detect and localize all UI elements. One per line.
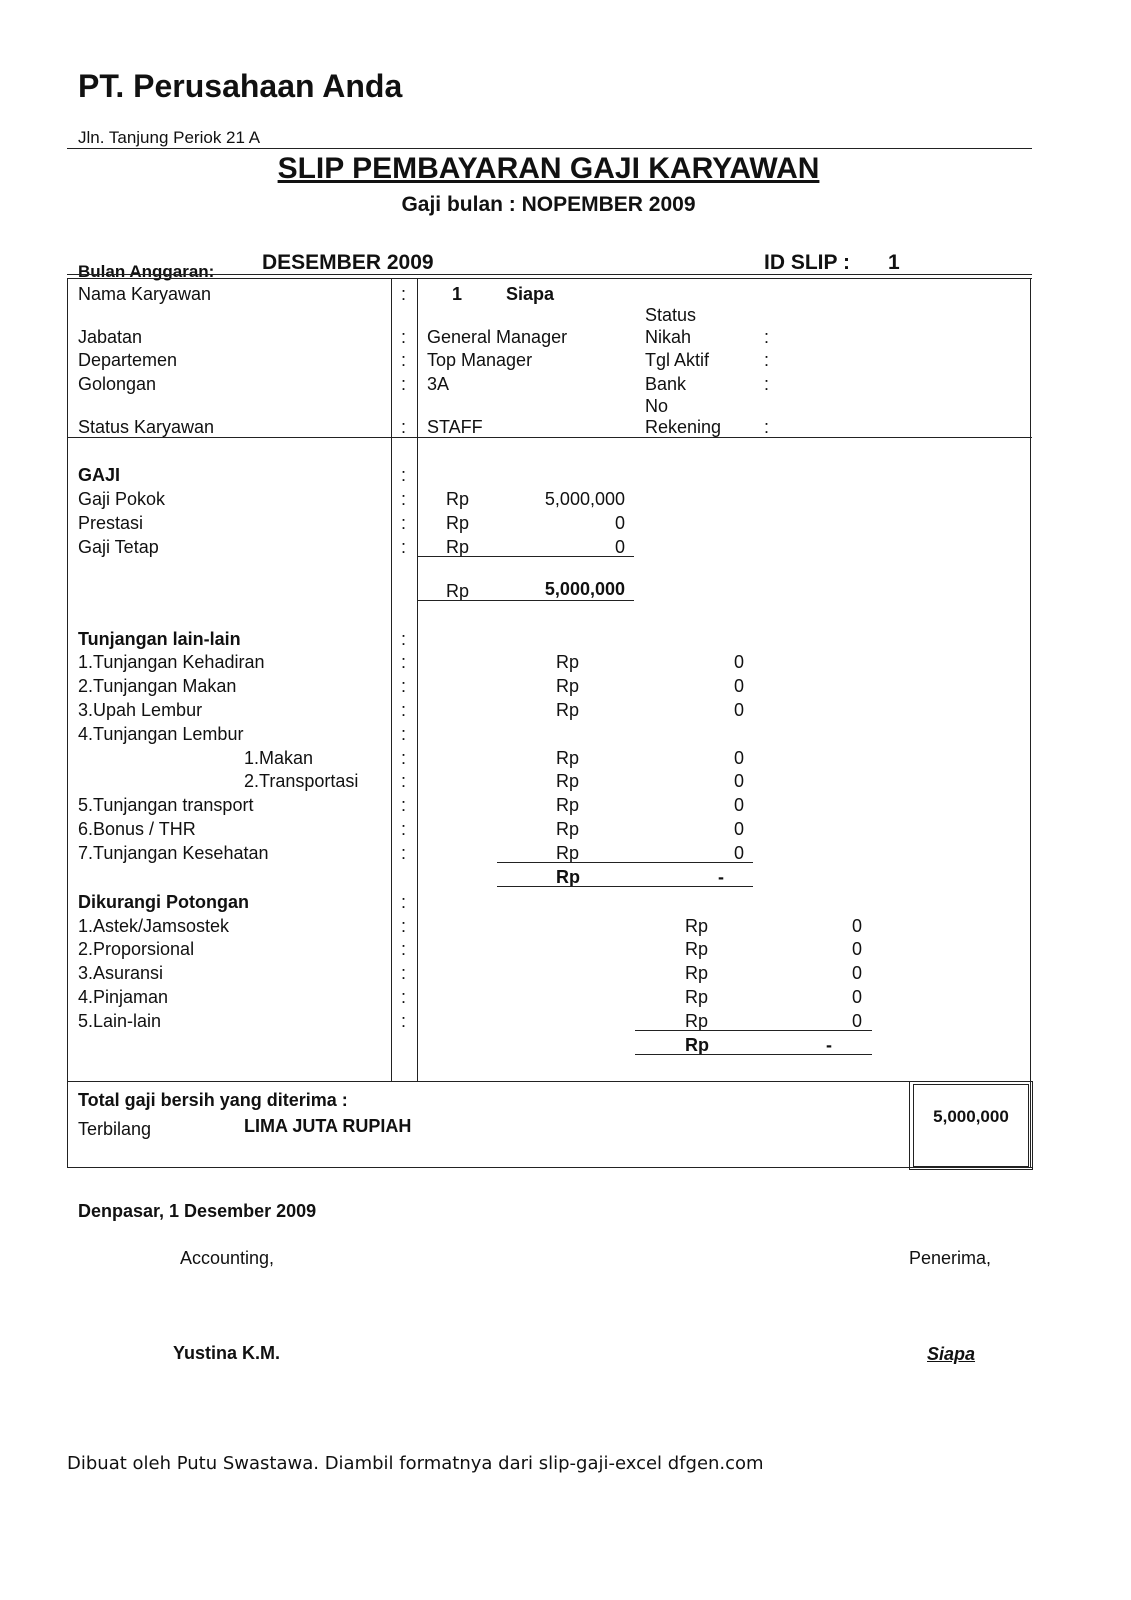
colon: : [401,963,407,983]
currency: Rp [446,581,470,601]
colon: : [401,724,407,744]
tunjangan-item-label: 2.Tunjangan Makan [78,676,237,696]
currency: Rp [556,748,580,768]
currency: Rp [556,652,580,672]
jabatan-label: Jabatan [78,327,143,347]
total-value: 5,000,000 [933,1107,1009,1126]
colon: : [401,795,407,815]
tunjangan-subitem-label: 2.Transportasi [244,771,359,791]
tunjangan-item-value: 0 [733,676,744,696]
colon: : [401,1011,407,1031]
potongan-total-underline [635,1054,872,1055]
budget-label: Bulan Anggaran: [78,262,215,281]
potongan-item-value: 0 [851,987,862,1007]
table-top-rule-inner [67,278,1032,279]
currency: Rp [556,819,580,839]
tunjangan-item-value: 0 [733,700,744,720]
colon: : [401,513,407,533]
summary-top-rule [67,1081,1032,1082]
rekening-label-2: Rekening [645,417,722,437]
tunjangan-item-value: 0 [733,652,744,672]
total-label: Total gaji bersih yang diterima : [78,1090,348,1110]
potongan-total: - [826,1035,832,1055]
potongan-item-value: 0 [851,1011,862,1031]
jabatan-value: General Manager [427,327,568,347]
gaji-subtotal-rule [418,556,634,557]
accounting-name: Yustina K.M. [173,1343,281,1363]
frame-left [67,278,68,1168]
colon: : [401,465,407,485]
colon: : [401,629,407,649]
potongan-item-label: 5.Lain-lain [78,1011,162,1031]
terbilang-value: LIMA JUTA RUPIAH [244,1116,412,1136]
golongan-label: Golongan [78,374,157,394]
gaji-item-value: 0 [614,513,625,533]
status-karyawan-label: Status Karyawan [78,417,215,437]
gaji-item-value: 5,000,000 [544,489,625,509]
colon: : [401,374,407,394]
tunjangan-item-label: 1.Tunjangan Kehadiran [78,652,265,672]
tunjangan-total-rule [497,862,753,863]
golongan-value: 3A [427,374,450,394]
colon: : [401,350,407,370]
id-slip-label: ID SLIP : [764,251,850,274]
tunjangan-total: - [718,867,724,887]
receiver-label: Penerima, [909,1248,992,1268]
currency: Rp [556,795,580,815]
potongan-item-value: 0 [851,916,862,936]
currency: Rp [556,843,580,863]
name-number: 1 [452,284,463,304]
tunjangan-total-underline [497,886,753,887]
gaji-subtotal-underline [418,600,634,601]
slip-subtitle: Gaji bulan : NOPEMBER 2009 [401,193,696,216]
tunjangan-item-value: 0 [733,795,744,815]
colon: : [401,284,407,304]
colon-col-right [417,278,418,1081]
tunjangan-item-label: 5.Tunjangan transport [78,795,254,815]
gaji-item-value: 0 [614,537,625,557]
slip-title: SLIP PEMBAYARAN GAJI KARYAWAN [277,152,820,185]
colon: : [401,417,407,437]
currency: Rp [556,700,580,720]
colon: : [764,417,770,437]
colon: : [401,537,407,557]
colon-col-left [391,278,392,1081]
tunjangan-subitem-label: 1.Makan [244,748,314,768]
terbilang-label: Terbilang [78,1119,152,1139]
colon: : [401,819,407,839]
currency: Rp [685,987,709,1007]
tunjangan-heading: Tunjangan lain-lain [78,629,241,649]
potongan-item-label: 2.Proporsional [78,939,195,959]
colon: : [401,987,407,1007]
company-address: Jln. Tanjung Periok 21 A [78,128,261,147]
potongan-item-label: 1.Astek/Jamsostek [78,916,230,936]
tunjangan-item-label: 7.Tunjangan Kesehatan [78,843,269,863]
colon: : [401,676,407,696]
tunjangan-item-label: 4.Tunjangan Lembur [78,724,244,744]
id-slip-value: 1 [888,251,900,274]
potongan-heading: Dikurangi Potongan [78,892,249,912]
status-nikah-label-1: Status [645,305,697,325]
status-nikah-label-2: Nikah [645,327,692,347]
gaji-item-label: Prestasi [78,513,144,533]
potongan-item-label: 3.Asuransi [78,963,164,983]
tunjangan-item-value: 0 [733,819,744,839]
currency: Rp [446,537,470,557]
colon: : [401,916,407,936]
currency: Rp [556,676,580,696]
currency: Rp [685,1011,709,1031]
colon: : [401,748,407,768]
currency: Rp [685,916,709,936]
place-date: Denpasar, 1 Desember 2009 [78,1201,317,1221]
status-karyawan-value: STAFF [427,417,483,437]
colon: : [401,843,407,863]
colon: : [401,652,407,672]
tunjangan-item-label: 3.Upah Lembur [78,700,203,720]
potongan-item-label: 4.Pinjaman [78,987,169,1007]
potongan-item-value: 0 [851,963,862,983]
colon: : [401,892,407,912]
header-rule [67,148,1032,149]
gaji-heading: GAJI [78,465,121,485]
accounting-label: Accounting, [180,1248,275,1268]
currency: Rp [556,867,580,887]
colon: : [764,374,770,394]
colon: : [401,700,407,720]
colon: : [401,771,407,791]
colon: : [401,327,407,347]
tgl-aktif-label: Tgl Aktif [645,350,710,370]
tunjangan-item-value: 0 [733,843,744,863]
rekening-label-1: No [645,396,669,416]
currency: Rp [685,1035,709,1055]
departemen-value: Top Manager [427,350,533,370]
table-top-rule [67,274,1032,275]
gaji-subtotal: 5,000,000 [544,579,625,599]
tunjangan-item-label: 6.Bonus / THR [78,819,196,839]
bank-label: Bank [645,374,687,394]
receiver-name: Siapa [927,1344,976,1364]
currency: Rp [446,513,470,533]
currency: Rp [685,939,709,959]
gaji-item-label: Gaji Tetap [78,537,159,557]
colon: : [764,327,770,347]
tunjangan-item-value: 0 [733,748,744,768]
colon: : [764,350,770,370]
frame-bottom [67,1167,1032,1168]
potongan-total-rule [635,1030,872,1031]
currency: Rp [556,771,580,791]
potongan-item-value: 0 [851,939,862,959]
colon: : [401,489,407,509]
tunjangan-item-value: 0 [733,771,744,791]
company-name: PT. Perusahaan Anda [78,68,403,104]
name-value: Siapa [506,284,555,304]
currency: Rp [446,489,470,509]
footer-credit: Dibuat oleh Putu Swastawa. Diambil formatnya dari slip-gaji-excel dfgen.com [67,1453,764,1474]
currency: Rp [685,963,709,983]
gaji-item-label: Gaji Pokok [78,489,166,509]
departemen-label: Departemen [78,350,178,370]
name-label: Nama Karyawan [78,284,212,304]
frame-right [1030,278,1031,1168]
colon: : [401,939,407,959]
budget-value: DESEMBER 2009 [262,251,434,274]
